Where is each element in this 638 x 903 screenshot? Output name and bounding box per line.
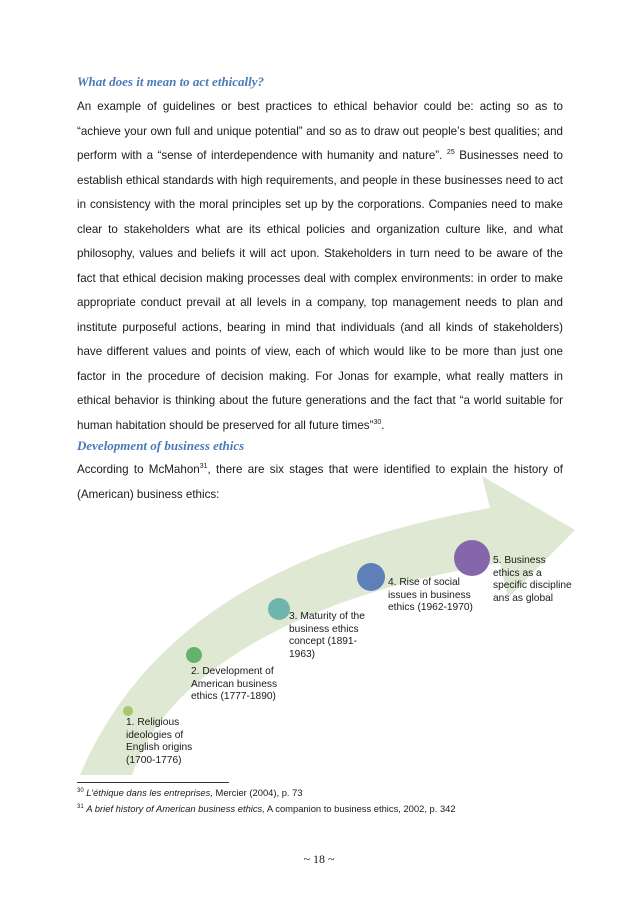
- stage-3-label: 3. Maturity of the business ethics concept (1891-1963): [289, 611, 365, 660]
- section-heading-development: Development of business ethics: [77, 438, 245, 453]
- paragraph-text: Businesses need to establish ethical standards with high requirements, and people in these businesses need to act in consistency with the moral principles set up by the corporations. Companies need to make clear to stakeholders what are its ethical policies and organization culture like, and what philosophy, values and beliefs it will act upon. Stakeholders in turn need to be aware of the fact that ethical decision making processes deal with complex environments: in order to make appropriate conduct prevail at all levels in a company, top management needs to plan and institute purposeful actions, bearing in mind that individuals (and all kinds of stakeholders) have different values and points of view, each of which would like to be more than just one factor in the procedure of decision making. For Jonas for example, what really matters in ethical behavior is thinking about the future generations and the fact that “a world suitable for human habitation should be preserved for all future times”: [77, 149, 563, 432]
- stage-2-circle: [186, 647, 202, 663]
- footnote-rest: Mercier (2004), p. 73: [212, 787, 303, 798]
- footnote-30: [77, 787, 303, 799]
- footnote-31: [77, 803, 456, 815]
- stage-1-label: 1. Religious ideologies of English origins (1700-1776): [126, 717, 193, 766]
- footnote-number: 31: [77, 803, 84, 810]
- section-heading-act-ethically: What does it mean to act ethically?: [77, 74, 265, 89]
- footnote-ref-31: 31: [199, 463, 208, 471]
- page-number: ~ 18 ~: [303, 852, 335, 866]
- paragraph-text: , there are six stages that were identified to explain the history of (American) business ethics:: [77, 463, 563, 501]
- paragraph-act-ethically: [77, 95, 563, 438]
- stage-2-label: 2. Development of American business ethics (1777-1890): [191, 666, 278, 703]
- history-stages-diagram: [70, 470, 610, 780]
- footnote-title: A brief history of American business ethics,: [86, 803, 265, 814]
- stage-5-label: 5. Business ethics as a specific discipline ans as global: [493, 555, 572, 604]
- footnote-number: 30: [77, 787, 84, 794]
- footnote-separator: [77, 782, 229, 783]
- paragraph-text: .: [381, 418, 385, 432]
- stage-1-circle: [123, 706, 133, 716]
- stage-4-label: 4. Rise of social issues in business ethics (1962-1970): [388, 577, 473, 614]
- footnote-ref-25: 25: [446, 149, 455, 157]
- footnote-ref-30: 30: [373, 418, 382, 426]
- paragraph-text: According to McMahon: [77, 463, 200, 476]
- stage-4-circle: [357, 563, 385, 591]
- stage-3-circle: [268, 598, 290, 620]
- paragraph-text: An example of guidelines or best practices to ethical behavior could be: acting so as to “achieve your own full and unique potential” and so as to draw out people’s best qualities; and perform with a “sense of interdependence with humanity and nature”.: [77, 100, 563, 162]
- stage-5-circle: [454, 540, 490, 576]
- footnote-rest: A companion to business ethics, 2002, p. 342: [264, 803, 456, 814]
- footnote-title: L’éthique dans les entreprises,: [86, 787, 213, 798]
